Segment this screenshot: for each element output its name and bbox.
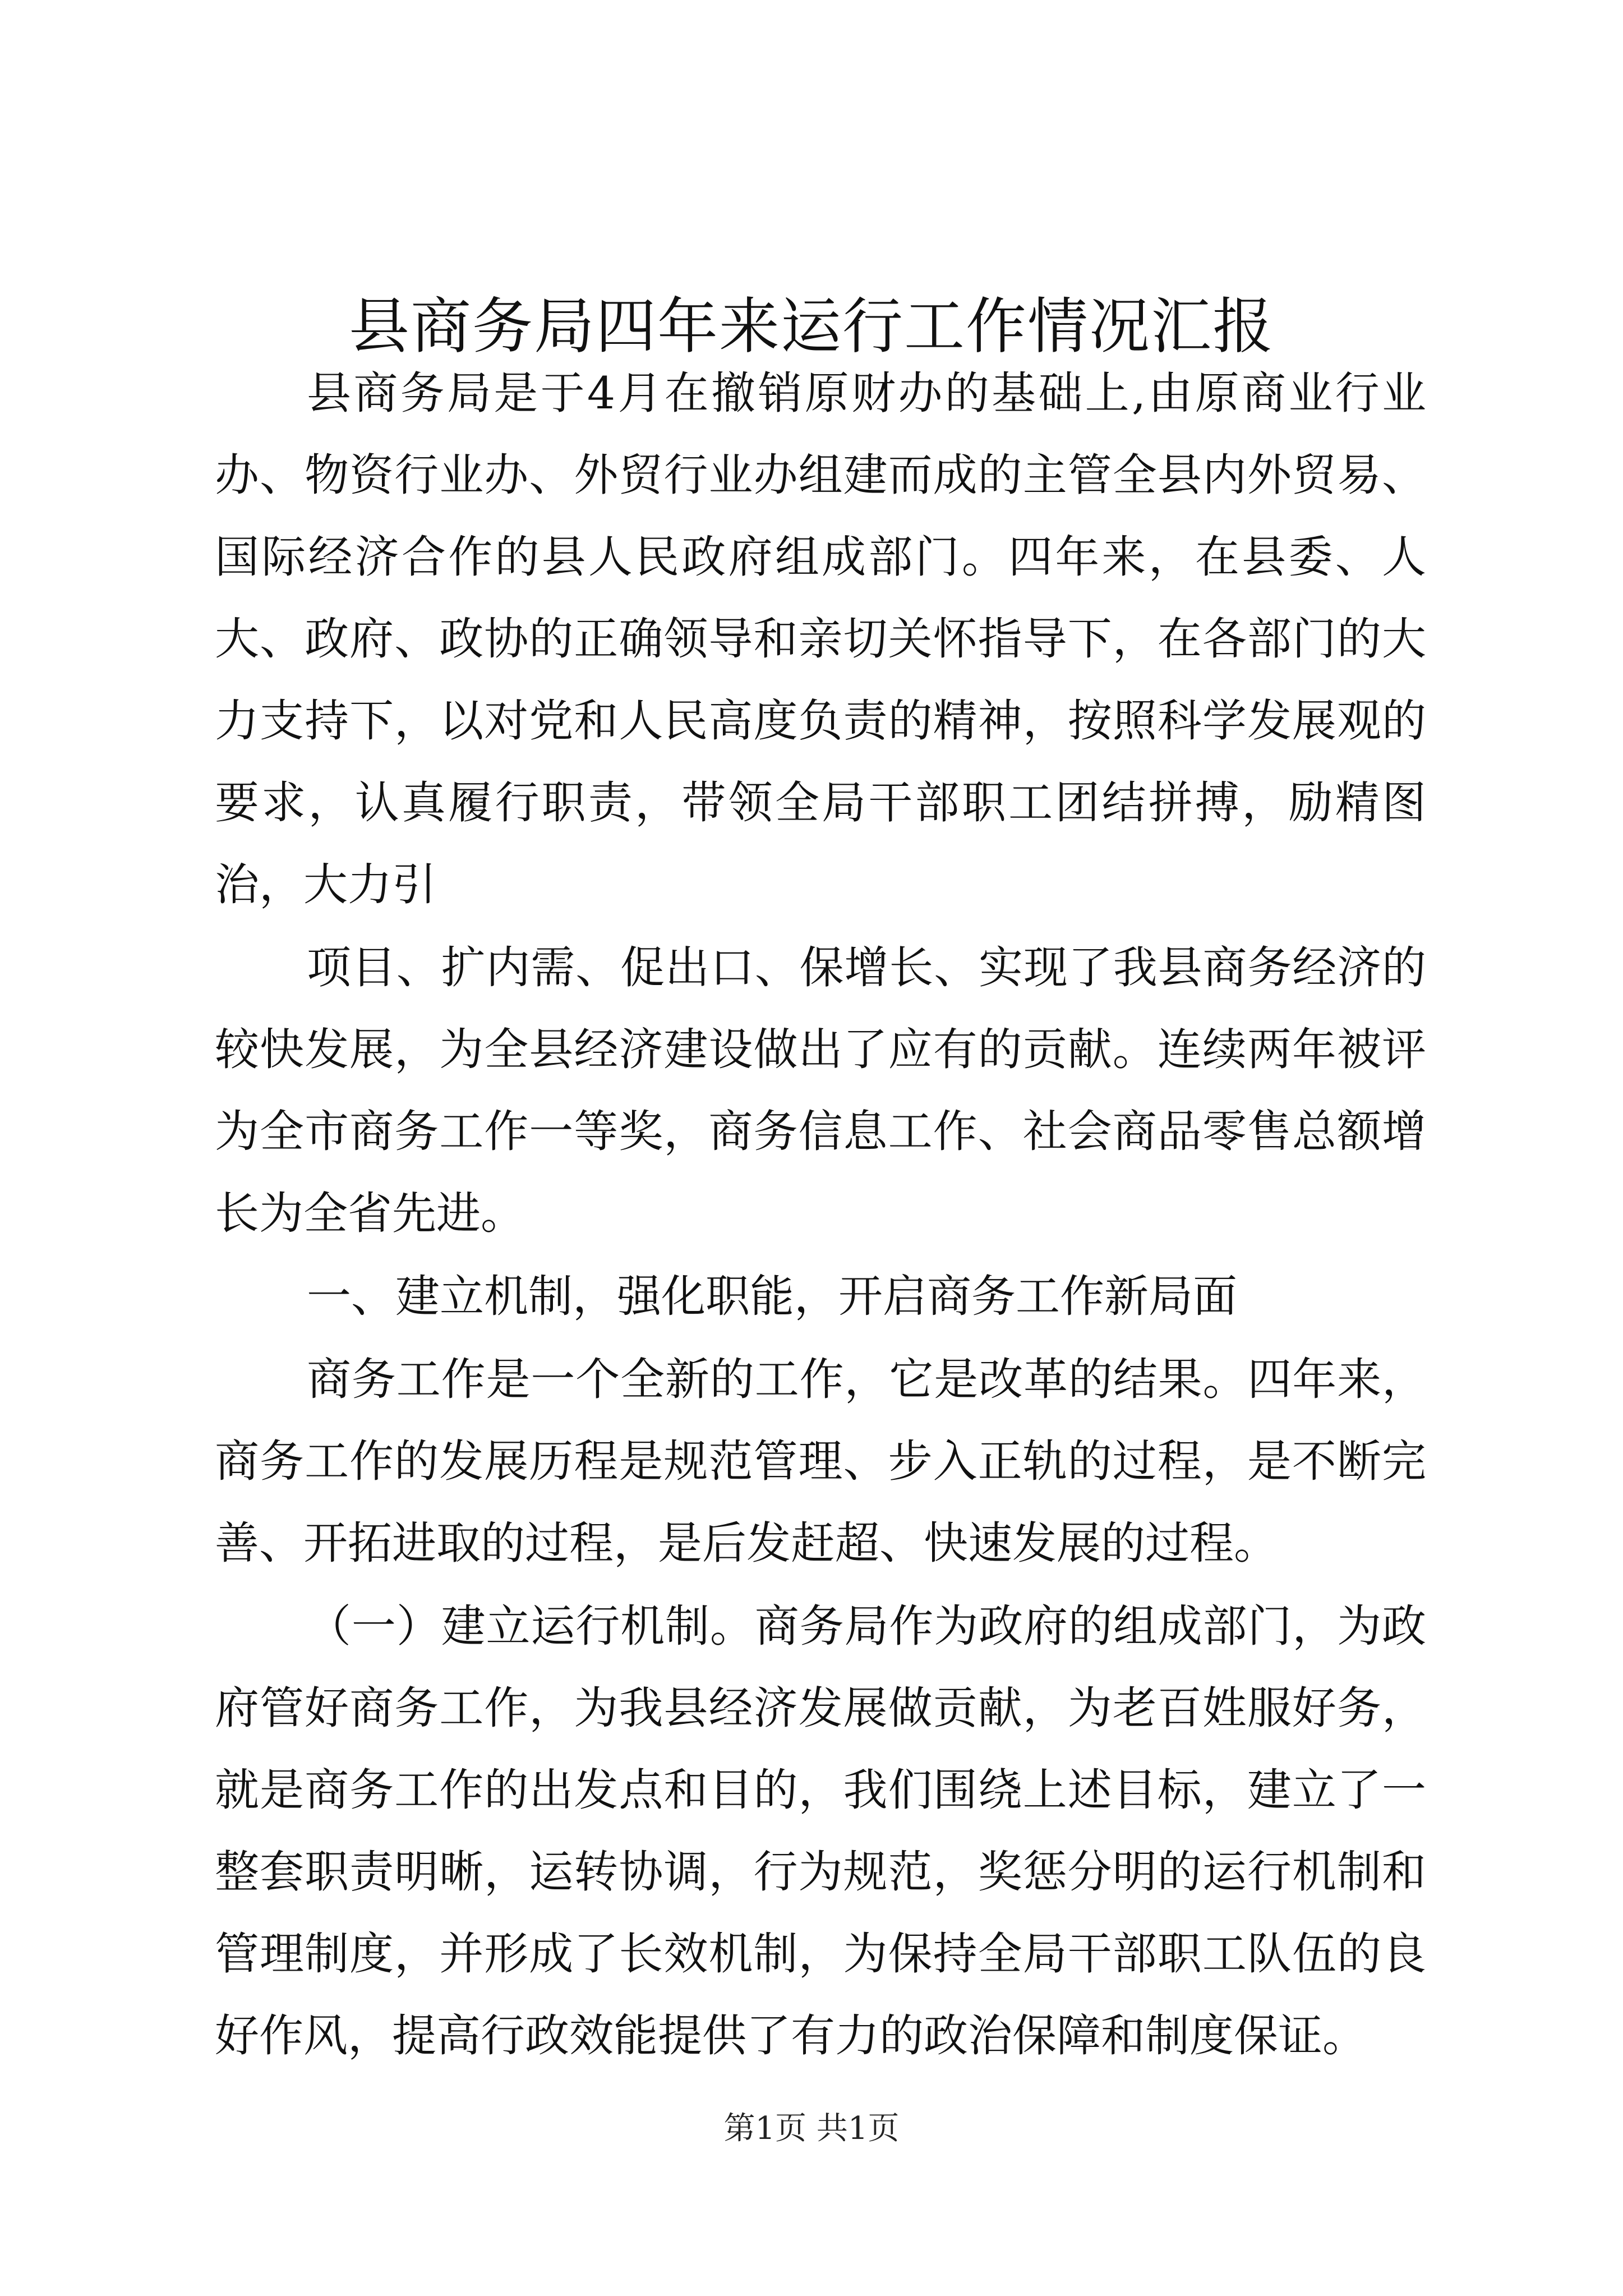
- document-body: [215, 352, 1426, 2077]
- page-footer: 第1页 共1页: [723, 2110, 900, 2147]
- paragraph-subsection-1: （一）建立运行机制。商务局作为政府的组成部门，为政府管好商务工作，为我县经济发展做贡献，为老百姓服好务，就是商务工作的出发点和目的，我们围绕上述目标，建立了一整套职责明晰，运转协调，行为规范，奖惩分明的运行机制和管理制度，并形成了长效机制，为保持全局干部职工队伍的良好作风，提高行政效能提供了有力的政治保障和制度保证。: [215, 1600, 1426, 2062]
- section-heading-1: 一、建立机制，强化职能，开启商务工作新局面: [307, 1271, 1237, 1322]
- paragraph-section-1-intro: 商务工作是一个全新的工作，它是改革的结果。四年来，商务工作的发展历程是规范管理、步入正轨的过程，是不断完善、开拓进取的过程，是后发赶超、快速发展的过程。: [215, 1354, 1426, 1569]
- document-title: 县商务局四年来运行工作情况汇报: [348, 292, 1274, 362]
- paragraph-achievements: 项目、扩内需、促出口、保增长、实现了我县商务经济的较快发展，为全县经济建设做出了应有的贡献。连续两年被评为全市商务工作一等奖，商务信息工作、社会商品零售总额增长为全省先进。: [215, 942, 1426, 1239]
- paragraph-intro: 县商务局是于4月在撤销原财办的基础上,由原商业行业办、物资行业办、外贸行业办组建而成的主管全县内外贸易、国际经济合作的县人民政府组成部门。四年来，在县委、人大、政府、政协的正确领导和亲切关怀指导下，在各部门的大力支持下，以对党和人民高度负责的精神，按照科学发展观的要求，认真履行职责，带领全局干部职工团结拼搏，励精图治，大力引: [215, 367, 1426, 910]
